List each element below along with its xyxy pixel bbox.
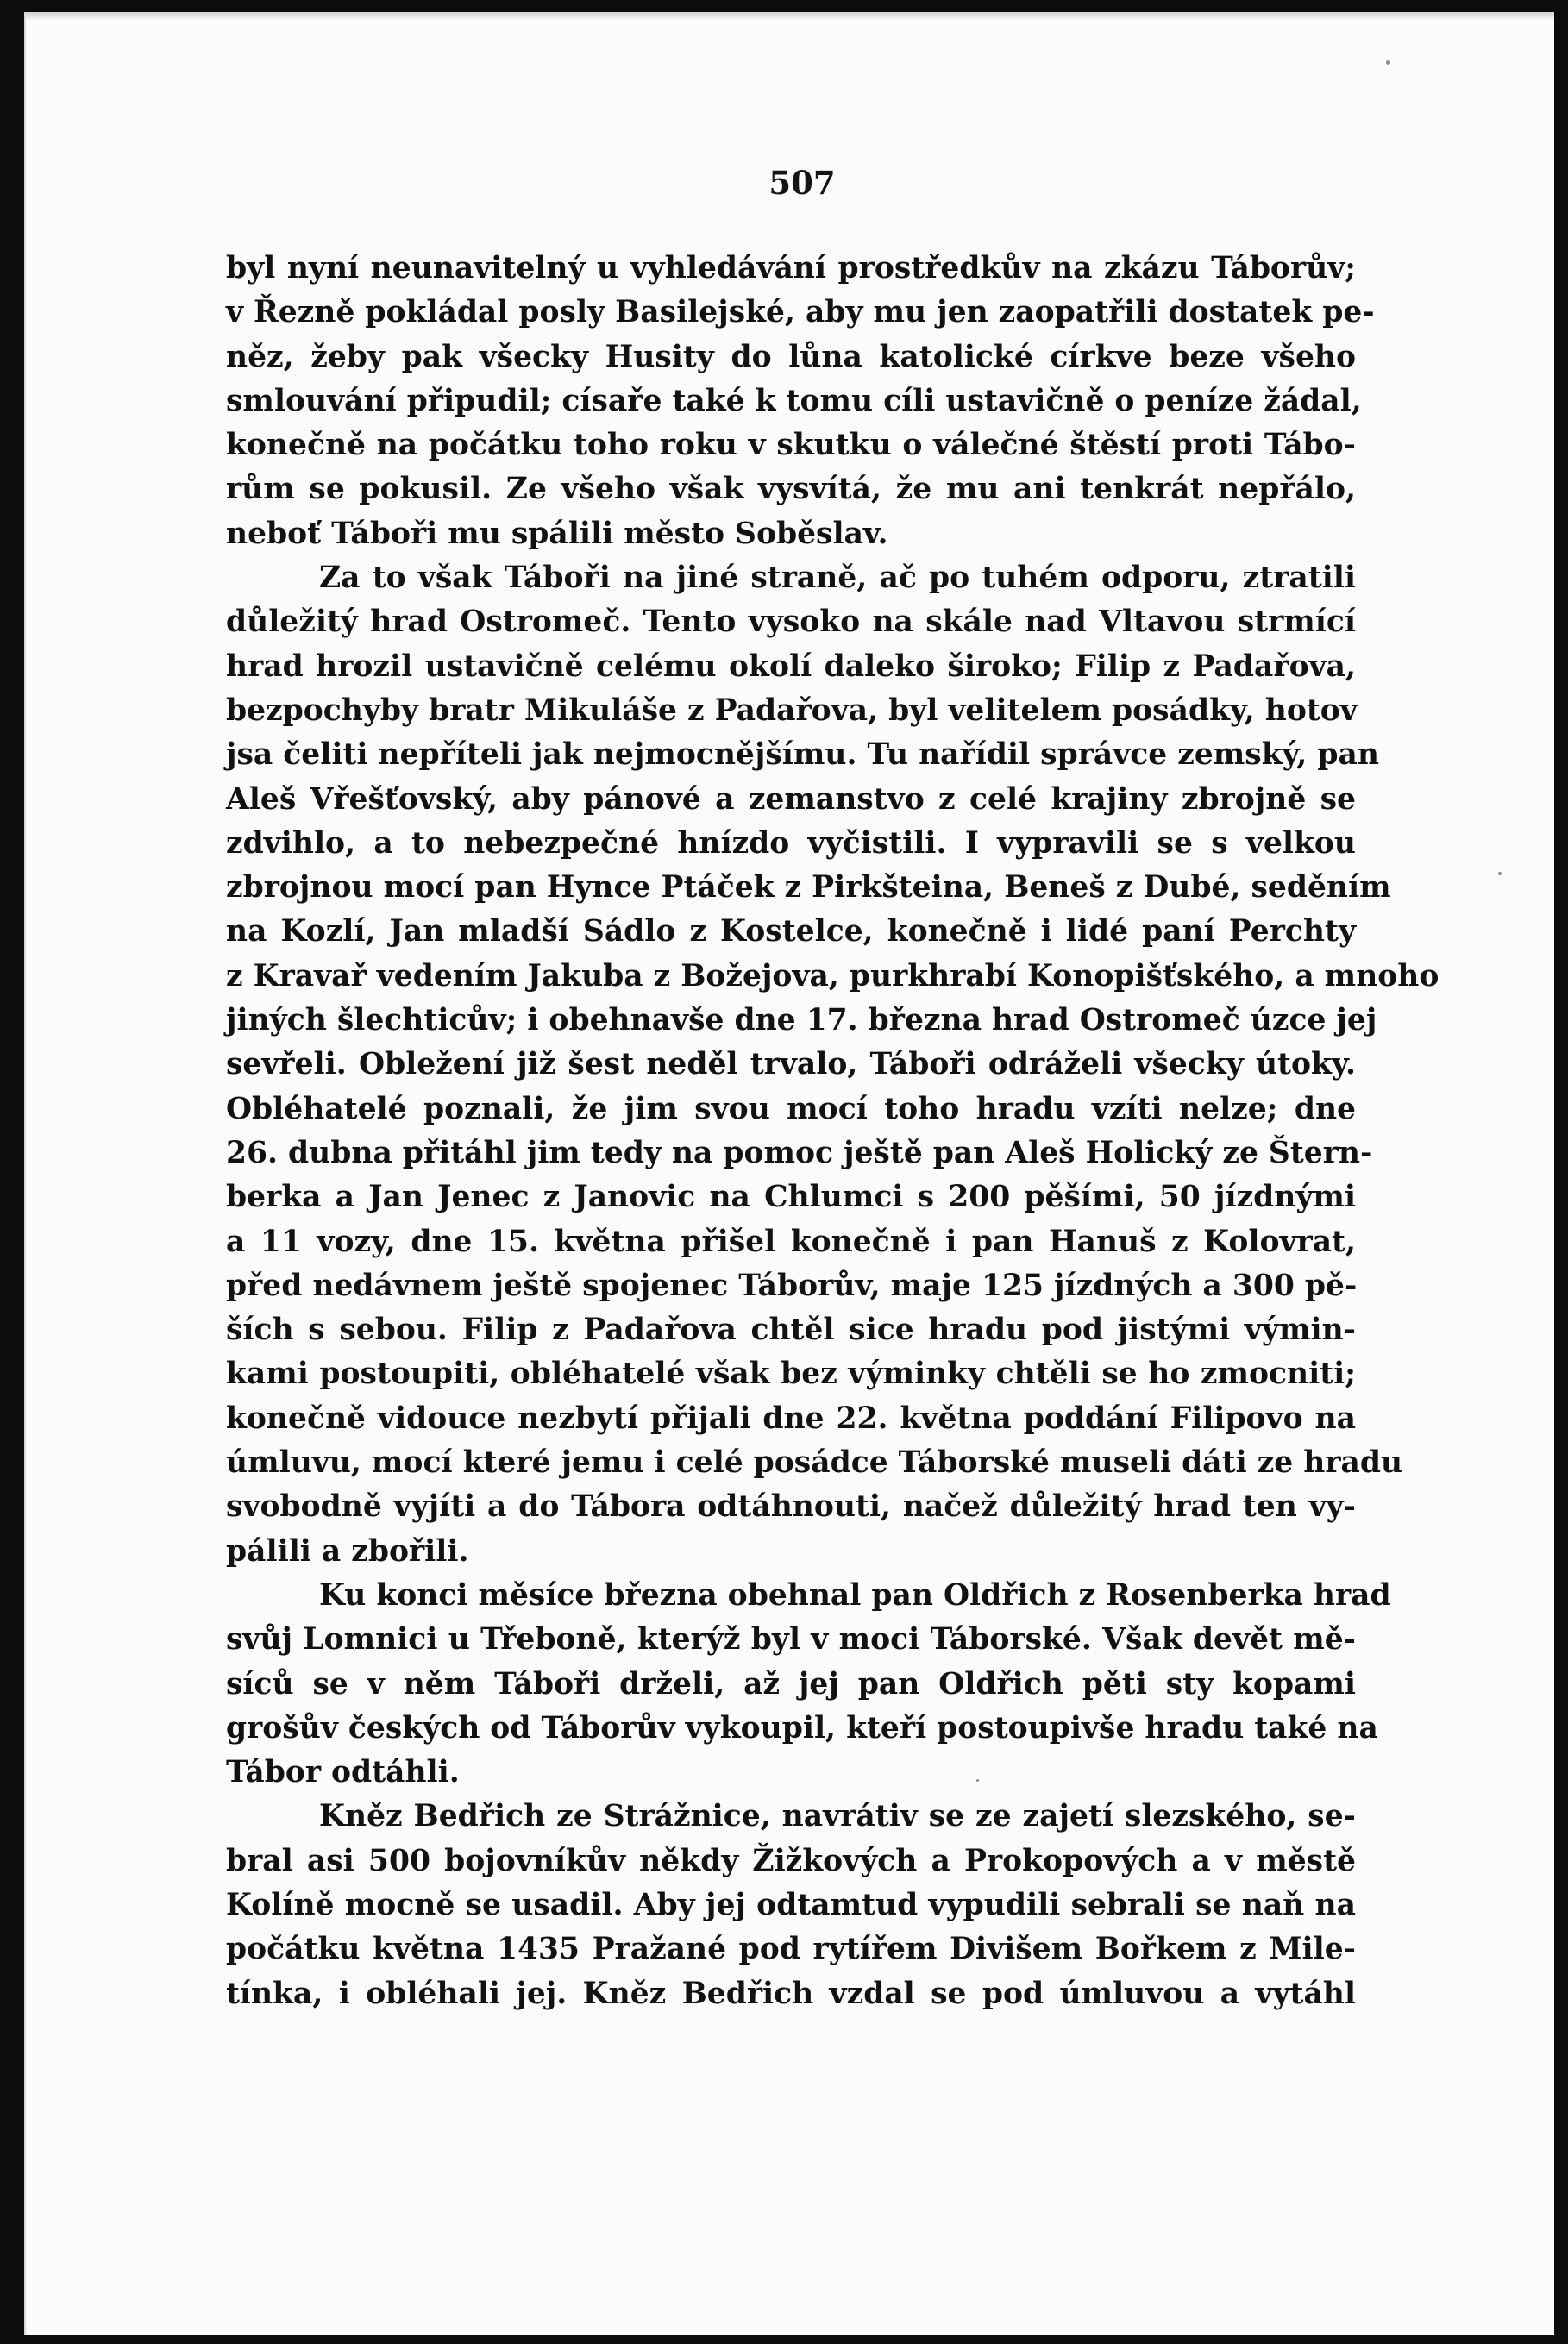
text-line: zdvihlo, a to nebezpečné hnízdo vyčistili. I vypravili se s velkou <box>226 825 1356 861</box>
text-line: konečně na počátku toho roku v skutku o válečné štěstí proti Tábo- <box>226 428 1356 463</box>
text-line: grošův českých od Táborův vykoupil, kteří postoupivše hradu také na <box>226 1710 1378 1745</box>
text-line: kami postoupiti, obléhatelé však bez výminky chtěli se ho zmocniti; <box>226 1357 1356 1392</box>
text-line: svobodně vyjíti a do Tábora odtáhnouti, načež důležitý hrad ten vy- <box>226 1489 1356 1525</box>
text-line: rům se pokusil. Ze všeho však vysvítá, že mu ani tenkrát nepřálo, <box>226 472 1356 507</box>
text-line: Obléhatelé poznali, že jim svou mocí toho hradu vzíti nelze; dne <box>226 1091 1356 1126</box>
text-line: bral asi 500 bojovníkův někdy Žižkových a Prokopových a v městě <box>226 1843 1356 1878</box>
text-line: před nedávnem ještě spojenec Táborův, maje 125 jízdných a 300 pě- <box>226 1268 1358 1303</box>
text-line: konečně vidouce nezbytí přijali dne 22. května poddání Filipovo na <box>226 1401 1356 1436</box>
text-line: na Kozlí, Jan mladší Sádlo z Kostelce, konečně i lidé paní Perchty <box>226 914 1356 950</box>
text-line: důležitý hrad Ostromeč. Tento vysoko na skále nad Vltavou strmící <box>226 605 1356 640</box>
text-line: ších s sebou. Filip z Padařova chtěl sice hradu pod jistými výmin- <box>226 1313 1356 1348</box>
scan-speck <box>1498 872 1502 875</box>
text-line: Aleš Vřešťovský, aby pánové a zemanstvo z celé krajiny zbrojně se <box>226 781 1356 817</box>
text-line: z Kravař vedením Jakuba z Božejova, purkhrabí Konopišťského, a mnoho <box>226 958 1439 993</box>
text-line: a 11 vozy, dne 15. května přišel konečně i pan Hanuš z Kolovrat, <box>226 1224 1356 1259</box>
text-line: v Řezně pokládal posly Basilejské, aby mu jen zaopatřili dostatek pe- <box>226 295 1375 330</box>
text-line: bezpochyby bratr Mikuláše z Padařova, byl velitelem posádky, hotov <box>226 693 1358 728</box>
text-line: úmluvu, mocí které jemu i celé posádce Táborské museli dáti ze hradu <box>226 1445 1403 1481</box>
text-line: Tábor odtáhli. <box>226 1755 460 1790</box>
text-line: neboť Táboři mu spálili město Soběslav. <box>226 516 888 551</box>
text-line: zbrojnou mocí pan Hynce Ptáček z Pirkšteina, Beneš z Dubé, seděním <box>226 870 1391 906</box>
text-line: síců se v něm Táboři drželi, až jej pan Oldřich pěti sty kopami <box>226 1666 1356 1702</box>
text-line: sevřeli. Obležení již šest neděl trvalo, Táboři odráželi všecky útoky. <box>226 1047 1356 1082</box>
scan-speck <box>976 1779 979 1782</box>
text-line: tínka, i obléhali jej. Kněz Bedřich vzdal se pod úmluvou a vytáhl <box>226 1976 1356 2011</box>
text-line: svůj Lomnici u Třeboně, kterýž byl v moci Táborské. Však devět mě- <box>226 1622 1356 1658</box>
paragraph-start: Za to však Táboři na jiné straně, ač po tuhém odporu, ztratili <box>319 561 1356 596</box>
paragraph-start: Ku konci měsíce března obehnal pan Oldřich z Rosenberka hrad <box>319 1577 1391 1613</box>
text-line: 26. dubna přitáhl jim tedy na pomoc ještě pan Aleš Holický ze Štern- <box>226 1135 1373 1170</box>
text-line: pálili a zbořili. <box>226 1533 469 1569</box>
body-text <box>226 247 1439 2016</box>
page-number: 507 <box>768 164 836 202</box>
text-line: hrad hrozil ustavičně celému okolí daleko široko; Filip z Padařova, <box>226 649 1356 684</box>
scan-edge <box>26 12 1554 21</box>
paragraph-start: Kněz Bedřich ze Strážnice, navrátiv se ze zajetí slezského, se- <box>319 1799 1356 1834</box>
text-line: jiných šlechticův; i obehnavše dne 17. března hrad Ostromeč úzce jej <box>226 1003 1377 1038</box>
text-line: Kolíně mocně se usadil. Aby jej odtamtud vypudili sebrali se naň na <box>226 1887 1356 1922</box>
text-line: byl nyní neunavitelný u vyhledávání prostředkův na zkázu Táborův; <box>226 251 1356 285</box>
text-line: něz, žeby pak všecky Husity do lůna katolické církve beze všeho <box>226 339 1356 374</box>
text-line: smlouvání připudil; císaře také k tomu cíli ustavičně o peníze žádal, <box>226 383 1362 418</box>
text-line: počátku května 1435 Pražané pod rytířem Divišem Bořkem z Mile- <box>226 1932 1356 1967</box>
book-page <box>24 12 1554 2335</box>
scan-speck <box>1386 60 1390 65</box>
text-line: jsa čeliti nepříteli jak nejmocnějšímu. Tu nařídil správce zemský, pan <box>226 737 1379 773</box>
text-line: berka a Jan Jenec z Janovic na Chlumci s 200 pěšími, 50 jízdnými <box>226 1180 1356 1215</box>
